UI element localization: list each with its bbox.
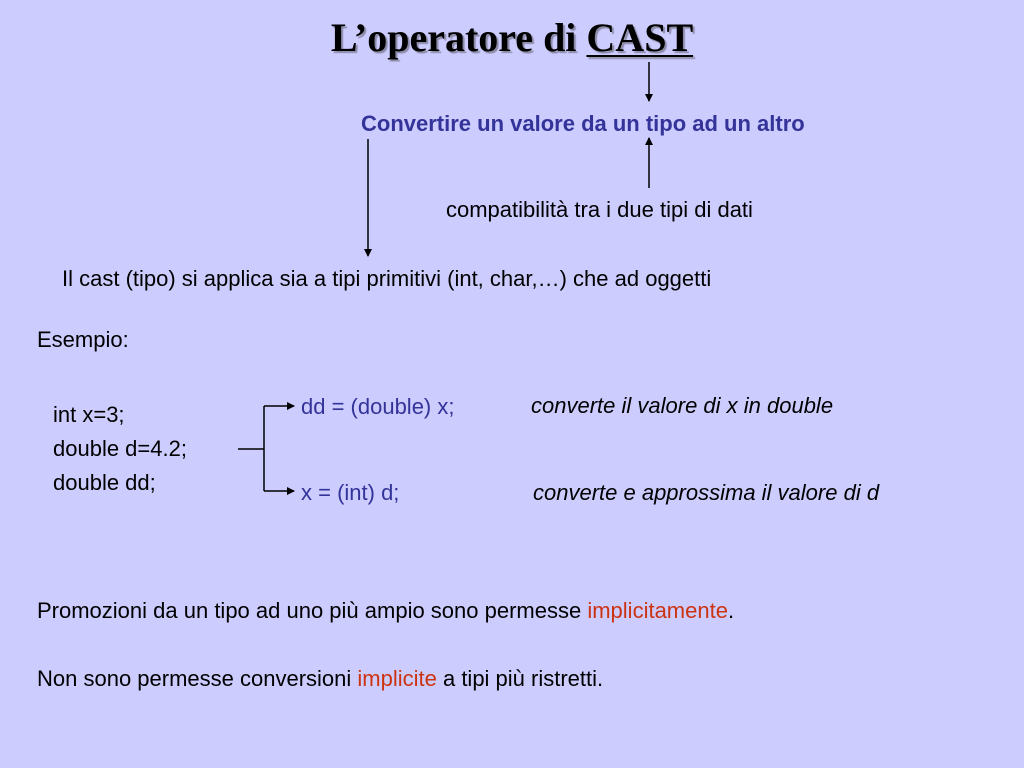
cast-to-int-note: converte e approssima il valore di d <box>533 480 880 505</box>
title-prefix: L’operatore di <box>330 15 587 60</box>
declaration-line: int x=3; <box>53 402 125 427</box>
cast-to-int-code: x = (int) d; <box>301 480 400 505</box>
declaration-line: double dd; <box>53 470 156 495</box>
cast-definition: Convertire un valore da un tipo ad un altro <box>361 111 805 136</box>
promotion-rule-end: . <box>727 598 735 623</box>
title-keyword: CAST <box>586 15 694 60</box>
cast-to-double-note: converte il valore di x in double <box>531 393 834 418</box>
declaration-line: double d=4.2; <box>53 436 187 461</box>
compatibility-note: compatibilità tra i due tipi di dati <box>446 197 753 222</box>
narrowing-rule-highlight: implicite <box>357 666 437 691</box>
narrowing-rule-text: Non sono permesse conversioni <box>37 666 358 691</box>
promotion-rule-text: Promozioni da un tipo ad uno più ampio sono permesse <box>37 598 588 623</box>
scope-note: Il cast (tipo) si applica sia a tipi primitivi (int, char,…) che ad oggetti <box>62 266 712 291</box>
cast-to-double-code: dd = (double) x; <box>301 394 455 419</box>
narrowing-rule-end: a tipi più ristretti. <box>436 666 604 691</box>
example-heading: Esempio: <box>37 327 129 352</box>
promotion-rule-highlight: implicitamente <box>587 598 728 623</box>
